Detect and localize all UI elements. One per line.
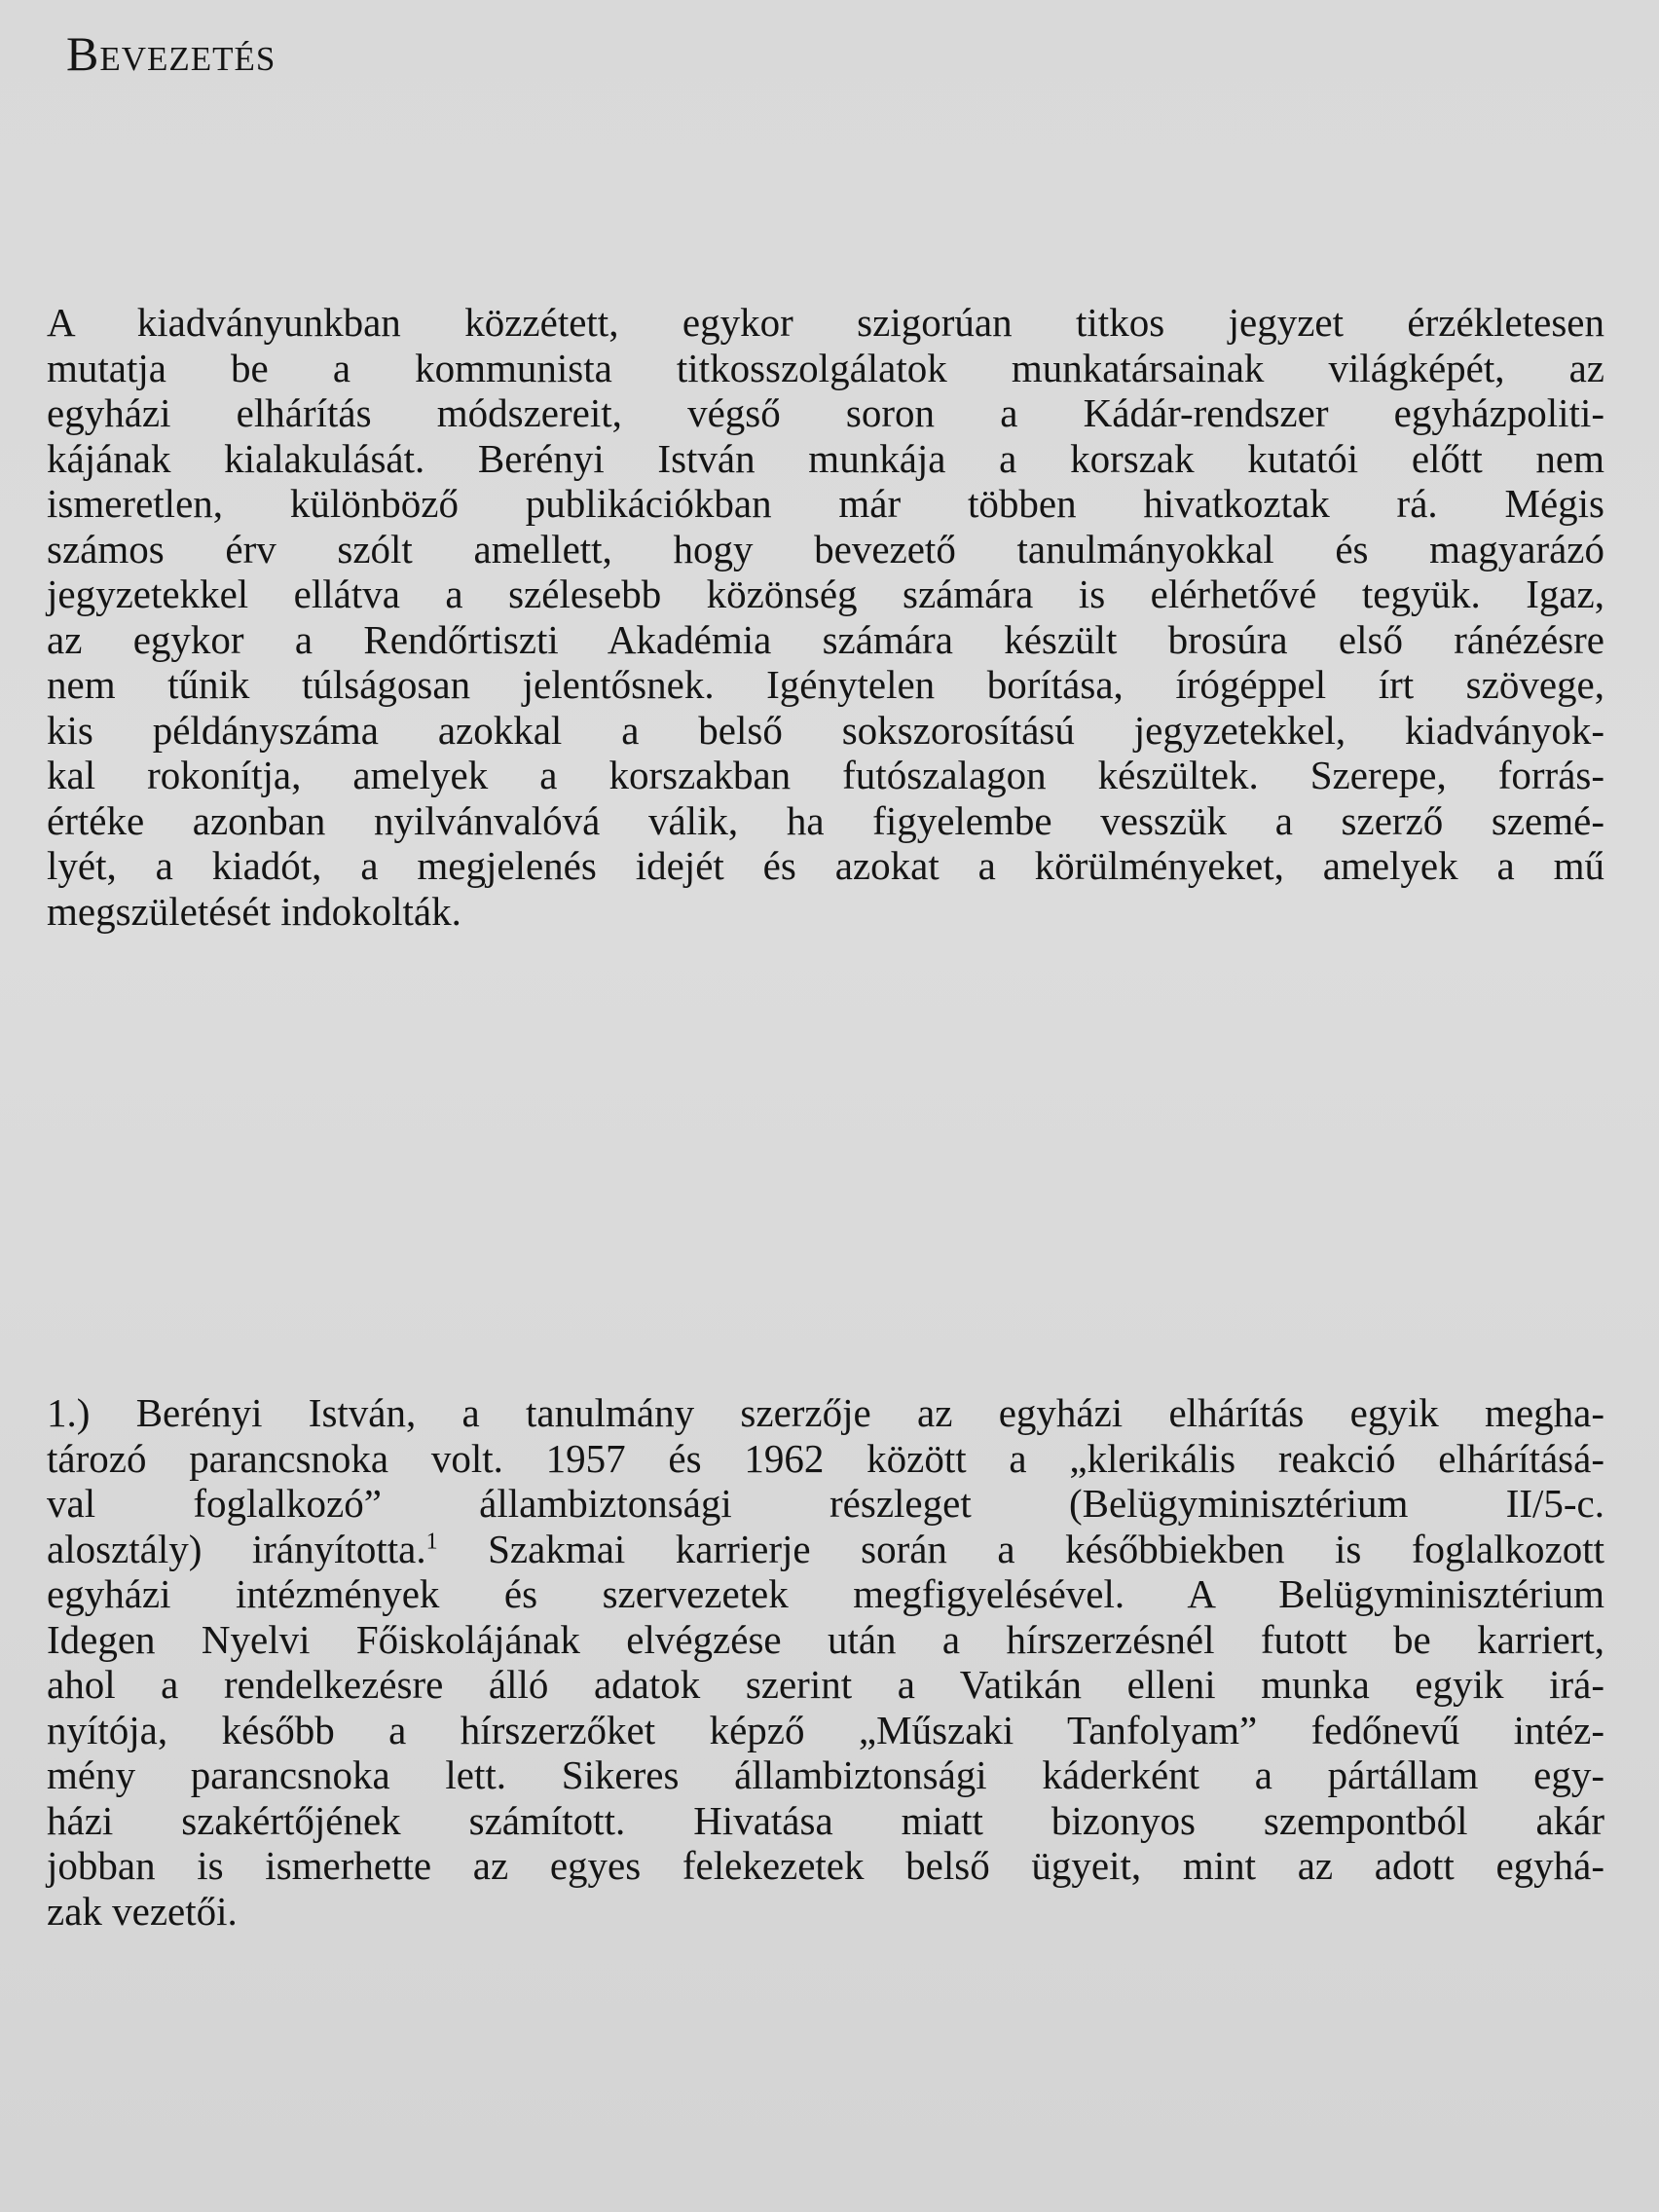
paragraph-line: nyítója, később a hírszerzőket képző „Műszaki Tanfolyam” fedőnevű intéz- xyxy=(47,1707,1604,1752)
paragraph-line: zak vezetői. xyxy=(47,1888,238,1934)
paragraph-line: házi szakértőjének számított. Hivatása miatt bizonyos szempontból akár xyxy=(47,1797,1604,1843)
paragraph-line: kis példányszáma azokkal a belső sokszorosítású jegyzetekkel, kiadványok- xyxy=(47,707,1604,753)
intro-paragraph xyxy=(47,300,1604,934)
paragraph-line: Idegen Nyelvi Főiskolájának elvégzése után a hírszerzésnél futott be karriert, xyxy=(47,1616,1604,1662)
paragraph-line: val foglalkozó” állambiztonsági részleget (Belügyminisztérium II/5-c. xyxy=(47,1481,1604,1526)
paragraph-line: ismeretlen, különböző publikációkban már többen hivatkoztak rá. Mégis xyxy=(47,481,1604,526)
paragraph-line: kájának kialakulását. Berényi István munkája a korszak kutatói előtt nem xyxy=(47,435,1604,481)
footnote-marker[interactable]: 1 xyxy=(425,1528,438,1554)
paragraph-line: jobban is ismerhette az egyes felekezetek belső ügyeit, mint az adott egyhá- xyxy=(47,1843,1604,1888)
paragraph-line: mutatja be a kommunista titkosszolgálatok munkatársainak világképét, az xyxy=(47,345,1604,390)
paragraph-line: egyházi elhárítás módszereit, végső soron a Kádár-rendszer egyházpoliti- xyxy=(47,390,1604,435)
paragraph-line: A kiadványunkban közzétett, egykor szigorúan titkos jegyzet érzékletesen xyxy=(47,300,1604,345)
paragraph-line: lyét, a kiadót, a megjelenés idejét és azokat a körülményeket, amelyek a mű xyxy=(47,843,1604,888)
paragraph-line: számos érv szólt amellett, hogy bevezető tanulmányokkal és magyarázó xyxy=(47,526,1604,571)
paragraph-line: jegyzetekkel ellátva a szélesebb közönség számára is elérhetővé tegyük. Igaz, xyxy=(47,571,1604,616)
paragraph-line: az egykor a Rendőrtiszti Akadémia számára készült brosúra első ránézésre xyxy=(47,616,1604,662)
line-text: alosztály) irányította. xyxy=(47,1526,426,1571)
numbered-paragraph xyxy=(47,1390,1604,1934)
paragraph-line: értéke azonban nyilvánvalóvá válik, ha figyelembe vesszük a szerző szemé- xyxy=(47,797,1604,843)
section-heading: Bevezetés xyxy=(66,26,276,81)
paragraph-line: ahol a rendelkezésre álló adatok szerint a Vatikán elleni munka egyik irá- xyxy=(47,1662,1604,1707)
paragraph-line: nem tűnik túlságosan jelentősnek. Igénytelen borítása, írógéppel írt szövege, xyxy=(47,662,1604,707)
paragraph-line: tározó parancsnoka volt. 1957 és 1962 között a „klerikális reakció elhárításá- xyxy=(47,1435,1604,1481)
paragraph-line xyxy=(47,1527,1604,1572)
line-text: Szakmai karrierje során a későbbiekben is foglalkozott xyxy=(437,1526,1604,1571)
paragraph-line: 1.) Berényi István, a tanulmány szerzője az egyházi elhárítás egyik megha- xyxy=(47,1390,1604,1435)
paragraph-line: mény parancsnoka lett. Sikeres állambiztonsági káderként a pártállam egy- xyxy=(47,1752,1604,1797)
paragraph-line: egyházi intézmények és szervezetek megfigyelésével. A Belügyminisztérium xyxy=(47,1571,1604,1616)
paragraph-line: megszületését indokolták. xyxy=(47,888,461,934)
paragraph-line: kal rokonítja, amelyek a korszakban futószalagon készültek. Szerepe, forrás- xyxy=(47,753,1604,797)
